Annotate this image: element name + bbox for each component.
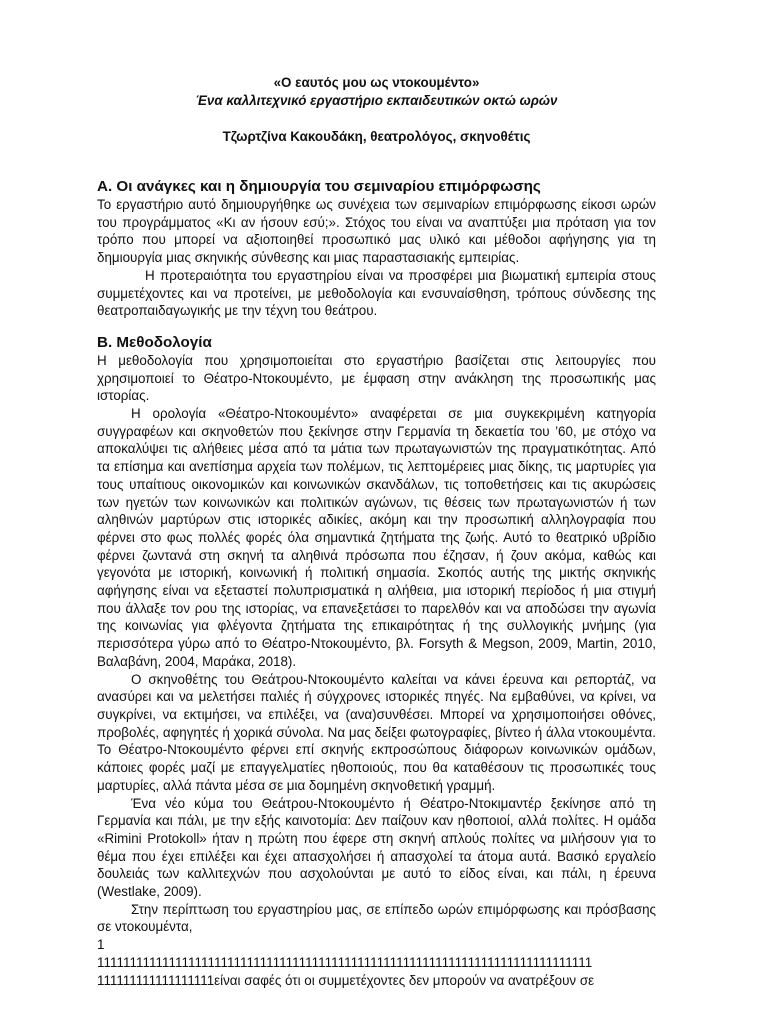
document-subtitle: Ένα καλλιτεχνικό εργαστήριο εκπαιδευτικών οκτώ ωρών [195, 93, 558, 108]
section-b-paragraph: Η μεθοδολογία που χρησιμοποιείται στο εργαστήριο βασίζεται στις λειτουργίες που χρησιμοποιεί το Θέατρο-Ντοκουμέντο, με έμφαση στην ανάκληση της προσωπικής μας ιστορίας. [97, 352, 656, 404]
document-author: Τζωρτζίνα Κακουδάκη, θεατρολόγος, σκηνοθέτις [222, 129, 531, 144]
footnote-ones-line: 1111111111111111111111111111111111111111111111111111111111111111111111111111 [97, 954, 593, 970]
section-a-paragraph: Το εργαστήριο αυτό δημιουργήθηκε ως συνέχεια των σεμιναρίων επιμόρφωσης είκοσι ωρών του προγράμματος «Κι αν ήσουν εσύ;». Στόχος του είναι να αναπτύξει μια πρόταση για τον τρόπο που μπορεί να αξιοποιηθεί προσωπικό μας υλικό και μέθοδοι αφήγησης για τη δημιουργία μιας σκηνικής σύνθεσης και μιας παραστασιακής εμπειρίας. [97, 197, 656, 266]
section-a-paragraph: Η προτεραιότητα του εργαστηρίου είναι να προσφέρει μια βιωματική εμπειρία στους συμμετέχοντες και να προτείνει, με μεθοδολογία και ενσυναίσθηση, τρόπους σύνδεσης της θεατροπαιδαγωγικής με την τέχνη του θεάτρου. [97, 267, 656, 319]
section-b-paragraph: Στην περίπτωση του εργαστηρίου μας, σε επίπεδο ωρών επιμόρφωσης και πρόσβασης σε ντοκουμέντα, [97, 901, 656, 935]
footnote-last-line: 111111111111111111είναι σαφές ότι οι συμμετέχοντες δεν μπορούν να ανατρέξουν σε [97, 972, 595, 988]
footnote-marker: 1 [97, 937, 105, 953]
section-b-heading: Β. Μεθοδολογία [97, 333, 212, 351]
document-title: «Ο εαυτός μου ως ντοκουμέντο» [273, 75, 480, 90]
section-b-paragraph: Η ορολογία «Θέατρο-Ντοκουμέντο» αναφέρεται σε μια συγκεκριμένη κατηγορία συγγραφέων και σκηνοθετών που ξεκίνησε στην Γερμανία τη δεκαετία του ’60, με στόχο να αποκαλύψει τις αλήθειες μέσα από τα μάτια των πρωταγωνιστών της πραγματικότητας. Από τα επίσημα και ανεπίσημα αρχεία των πολέμων, τις λεπτομέρειες μιας δίκης, τις μαρτυρίες για τους υπαίτιους οικονομικών και κοινωνικών σκανδάλων, τις τοποθετήσεις και τις ακυρώσεις των ηγετών των κοινωνικών και πολιτικών αγώνων, τις θέσεις των πρωταγωνιστών ή των αληθινών μαρτύρων στις ιστορικές αδικίες, ακόμη και την προσωπική αλληλογραφία που φέρνει στο φως πολλές φορές όλα σημαντικά ζητήματα της ζωής. Αυτό το θεατρικό υβρίδιο φέρνει ζωντανά στη σκηνή τα αληθινά πρόσωπα που έζησαν, ή ζουν ακόμα, καθώς και γεγονότα με ιστορική, κοινωνική ή πολιτική σημασία. Σκοπός αυτής της μικτής σκηνικής αφήγησης είναι να εξεταστεί πολυπρισματικά η αλήθεια, μια ιστορική περίοδος ή μια στιγμή που άλλαξε τον ρου της ιστορίας, να επανεξετάσει το παρελθόν και να αποδώσει την αγωνία της κοινωνίας για φλέγοντα ζητήματα της επικαιρότητας ή της συλλογικής μνήμης (για περισσότερα γύρω από το Θέατρο-Ντοκουμέντο, βλ. Forsyth & Megson, 2009, Martin, 2010, Βαλαβάνη, 2004, Μαράκα, 2018). [97, 406, 656, 669]
section-b-paragraph: Ένα νέο κύμα του Θεάτρου-Ντοκουμέντο ή Θέατρο-Ντοκιμαντέρ ξεκίνησε από τη Γερμανία και πάλι, με την εξής καινοτομία: Δεν παίζουν καν ηθοποιοί, αλλά πολίτες. Η ομάδα «Rimini Protokoll» ήταν η πρώτη που έφερε στη σκηνή απλούς πολίτες να μιλήσουν για το θέμα που έχει επιλέξει και έχει απασχολήσει ή απασχολεί τα άτομα αυτά. Βασικό εργαλείο δουλειάς των καλλιτεχνών που ασχολούνται με αυτό το είδος είναι, και πάλι, η έρευνα (Westlake, 2009). [97, 795, 656, 900]
title-block [97, 74, 656, 146]
section-b-paragraph: Ο σκηνοθέτης του Θεάτρου-Ντοκουμέντο καλείται να κάνει έρευνα και ρεπορτάζ, να ανασύρει και να μελετήσει παλιές ή σύγχρονες ιστορικές πηγές. Να εμβαθύνει, να κρίνει, να συγκρίνει, να εκτιμήσει, να επιλέξει, να (ανα)συνθέσει. Μπορεί να χρησιμοποιήσει οθόνες, προβολές, αφηγητές ή χορικά σύνολα. Να μας δείξει φωτογραφίες, βίντεο ή άλλα ντοκουμέντα. Το Θέατρο-Ντοκουμέντο φέρνει επί σκηνής εκπροσώπους διάφορων κοινωνικών ομάδων, κάποιες φορές μαζί με επαγγελματίες ηθοποιούς, που θα καταθέσουν τις προσωπικές τους μαρτυρίες, αλλά πάντα μέσα σε μια δομημένη σκηνοθετική γραμμή. [97, 671, 656, 793]
section-a-heading: Α. Οι ανάγκες και η δημιουργία του σεμιναρίου επιμόρφωσης [97, 178, 541, 195]
